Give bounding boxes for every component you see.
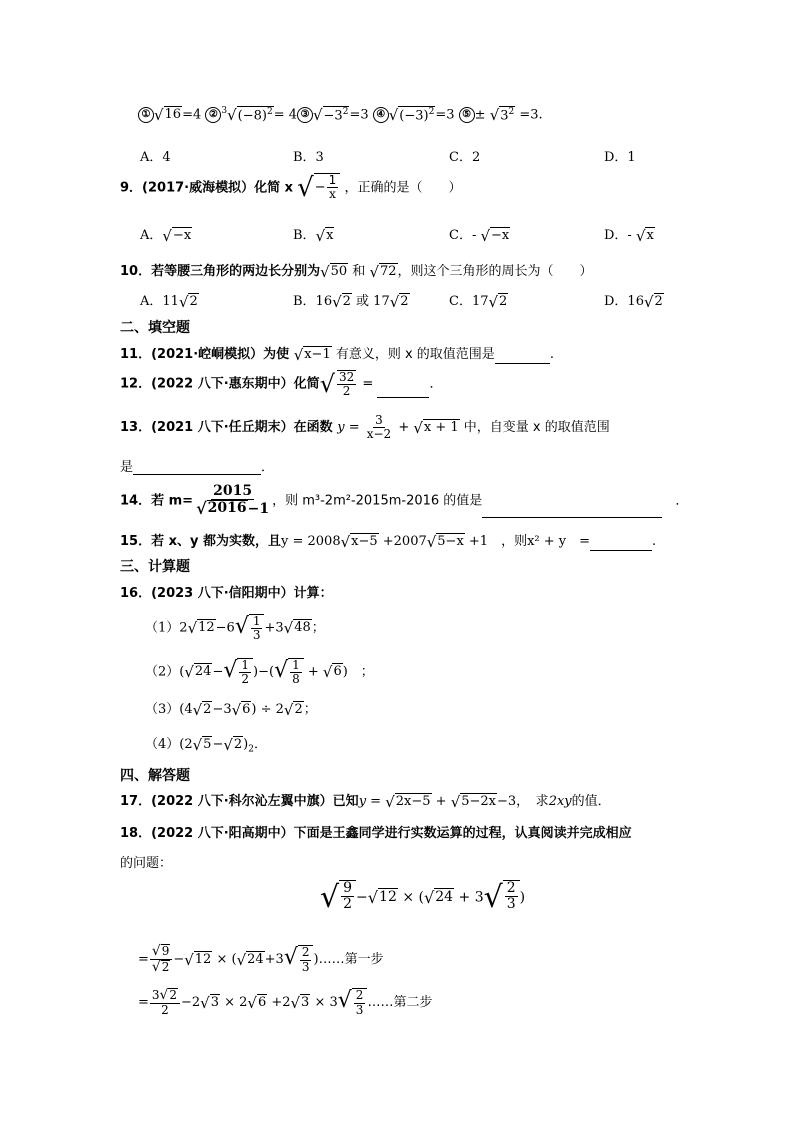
item-marker-1: ① <box>138 107 154 123</box>
q8-option-b: B．3 <box>293 150 324 165</box>
section-heading-answer: 四、解答题 <box>120 768 190 784</box>
q17-stem: 17．(2022 八下·科尔沁左翼中旗）已知y = √2x−5 + √5−2x−3， 求2xy的值． <box>120 792 611 811</box>
q13-line2: 是 ． <box>120 460 275 475</box>
q16-part-3: （3）(4√2−3√6) ÷ 2√2； <box>145 700 317 719</box>
answer-blank[interactable] <box>482 517 662 518</box>
q10-option-c: C．17√2 <box>449 292 508 311</box>
q10-option-d: D．16√2 <box>604 292 663 311</box>
q10-stem: 10．若等腰三角形的两边长分别为√50 和 √72，则这个三角形的周长为（ ） <box>120 262 593 281</box>
q9-option-b: B．√x <box>293 226 334 245</box>
radical-fraction: √− $\frac{1}{x}$ <box>297 173 340 203</box>
q15-stem: 15．若 x、y 都为实数，且y = 2008√x−5 +2007√5−x +1 ，则x² + y = . <box>120 532 657 551</box>
q16-stem: 16．(2023 八下·信阳期中）计算： <box>120 586 333 601</box>
q9-stem <box>120 173 461 203</box>
radical: $√(-8)^2$ <box>227 106 273 124</box>
q10-prefix: 10．若等腰三角形的两边长分别为 <box>120 264 321 279</box>
q9-option-d: D．- √x <box>604 226 654 245</box>
radical: $√(-3)^2$ <box>388 106 435 124</box>
q9-prefix: 9．(2017·威海模拟）化简 x <box>120 180 294 196</box>
q9-option-a: A．√−x <box>140 226 192 245</box>
q18-step-2: = $\frac{3√2}{2}$ −2√3 × 2√6 +2√3 × 3√ $\frac{2}{3}$ ……第二步 <box>138 987 433 1018</box>
q8-option-c: C．2 <box>449 150 481 165</box>
section-heading-calculation: 三、计算题 <box>120 559 190 575</box>
item-marker-3: ③ <box>297 107 313 123</box>
q16-part-2: （2）(√24−√ $\frac{1}{2}$ )−(√ $\frac{1}{8}$ + √6) ； <box>145 658 374 687</box>
q16-part-1: （1）2√12−6√ $\frac{1}{3}$ +3√48； <box>145 614 325 643</box>
answer-blank[interactable] <box>590 550 652 551</box>
answer-blank[interactable] <box>133 474 261 475</box>
q9-suffix: ，正确的是（ ） <box>344 180 462 196</box>
section-heading-fill-blank: 二、填空题 <box>120 320 190 336</box>
q13-stem: 13．(2021 八下·任丘期末）在函数 y = $\frac{3}{x-2}$ + √x + 1 中，自变量 x 的取值范围 <box>120 413 610 442</box>
q8-option-d: D．1 <box>604 150 636 165</box>
answer-blank[interactable] <box>377 397 429 398</box>
q18-stem: 18．(2022 八下·阳高期中）下面是王鑫同学进行实数运算的过程，认真阅读并完成相应 <box>120 826 632 841</box>
q12-stem: 12．(2022 八下·惠东期中）化简√ $\frac{32}{2}$ = ． <box>120 370 443 399</box>
q9-option-c: C．- √−x <box>449 226 510 245</box>
q18-step-1: = $\frac{√9}{√2}$ −√12 × (√24+3√ $\frac{2}{3}$ )……第一步 <box>138 943 384 976</box>
q14-stem: 14．若 m= $\frac{2015}{√2016-1}$ ，则 m³-2m²-2015m-2016 的值是 ． <box>120 483 689 519</box>
q18-centered-expression: √ $\frac{9}{2}$ −√12 × (√24 + 3√ $\frac{2}{3}$ ) <box>320 880 526 915</box>
q16-part-4: $(4)(2√5-√2)_2$． <box>145 735 267 755</box>
q8-option-a: A．4 <box>140 150 171 165</box>
q11-stem: 11．(2021·崆峒模拟）为使 √x−1 有意义，则 x 的取值范围是 . <box>120 345 554 364</box>
item-marker-4: ④ <box>373 107 389 123</box>
item-marker-5: ⑤ <box>459 107 475 123</box>
radical: $√-3^2$ <box>313 106 349 124</box>
q10-option-a: A．11√2 <box>140 292 198 311</box>
q8-statements: ① √16=4 ② $^3√(-8)^2= 4$ ③ $√-3^2=3$ ④ $√(-3)^2=3$ ⑤ ± $√3^2 =3$. <box>138 106 543 124</box>
item-marker-2: ② <box>205 107 221 123</box>
answer-blank[interactable] <box>495 363 550 364</box>
q18-stem-line2: 的问题： <box>120 856 173 871</box>
radical: √16 <box>154 106 182 124</box>
radical: $√3^2$ <box>489 106 515 124</box>
q10-option-b: B．16√2 或 17√2 <box>293 292 409 311</box>
